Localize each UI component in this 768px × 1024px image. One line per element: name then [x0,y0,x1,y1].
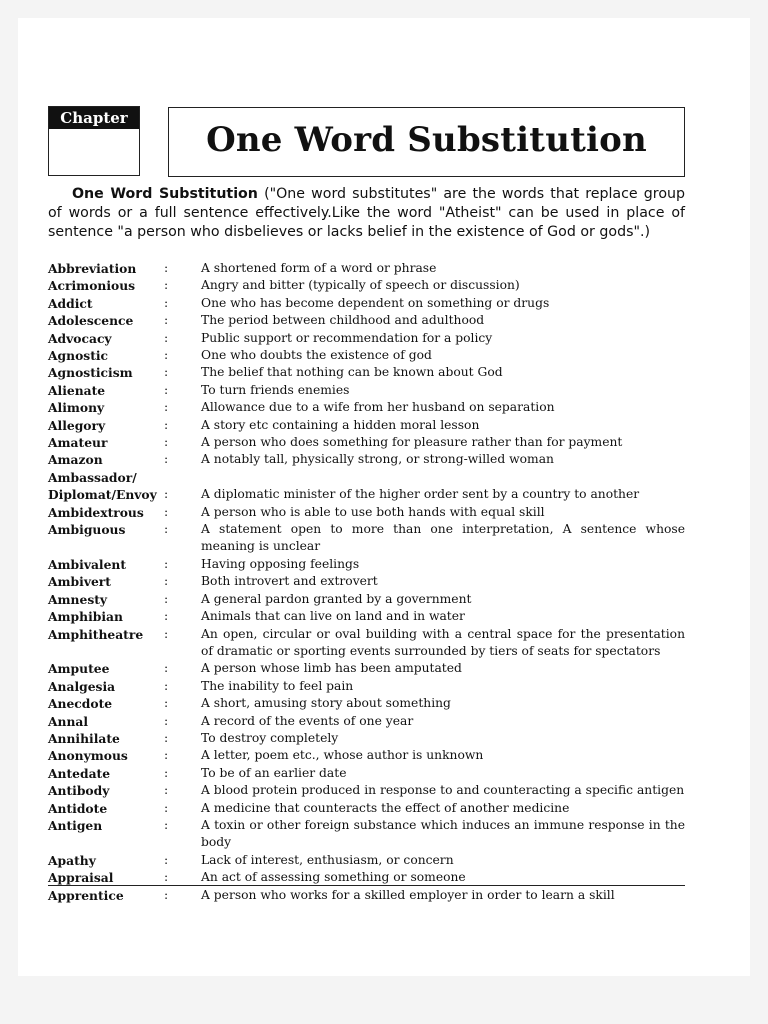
definition: To destroy completely [201,730,339,745]
definition-row [48,434,685,451]
chapter-label: Chapter [49,107,139,129]
term: Agnosticism [48,365,133,381]
separator-colon: : [164,452,169,467]
definition: A diplomatic minister of the higher order sent by a country to another [201,487,640,502]
definition-row [48,295,685,312]
definition: The belief that nothing can be known about God [201,365,503,380]
separator-colon: : [164,504,169,519]
definition: An act of assessing something or someone [201,870,466,885]
term: Acrimonious [48,278,136,294]
definition-row [48,260,685,277]
term: Adolescence [48,313,134,329]
definition: A short, amusing story about something [201,696,451,711]
definition: To be of an earlier date [201,765,347,780]
term: Ambivalent [48,556,127,572]
separator-colon: : [164,295,169,310]
separator-colon: : [164,487,169,502]
term: Analgesia [48,678,116,694]
definition-row [48,556,685,573]
definition: One who doubts the existence of god [201,348,432,363]
separator-colon: : [164,713,169,728]
definition-row [48,608,685,625]
definition: The inability to feel pain [201,678,354,693]
term: Alimony [48,400,105,416]
term: Ambiguous [48,522,126,538]
definition-row [48,417,685,434]
definition-row [48,591,685,608]
definition-list [48,260,685,904]
definition-row [48,504,685,521]
separator-colon: : [164,870,169,885]
definition: A blood protein produced in response to and counteracting a specific antigen [201,783,685,798]
term: Addict [48,295,93,311]
separator-colon: : [164,852,169,867]
page-title: One Word Substitution [206,120,647,160]
definition-row [48,312,685,329]
separator-colon: : [164,609,169,624]
separator-colon: : [164,365,169,380]
intro-paragraph [48,185,685,242]
separator-colon: : [164,696,169,711]
definition-row [48,364,685,381]
definition: Animals that can live on land and in water [201,609,465,624]
term: Antedate [48,765,111,781]
definition-row [48,330,685,347]
term: Appraisal [48,870,114,886]
separator-colon: : [164,626,169,641]
definition: An open, circular or oval building with a central space for the presentation of dramatic or sporting events surrounded by tiers of seats for spectators [201,626,685,658]
separator-colon: : [164,313,169,328]
definition-row [48,817,685,852]
separator-colon: : [164,661,169,676]
term: Amputee [48,661,110,677]
term: Agnostic [48,348,109,364]
term: Ambassador/ Diplomat/Envoy [48,469,157,503]
definition: A person who works for a skilled employer in order to learn a skill [201,887,615,902]
definition-row [48,765,685,782]
term: Amazon [48,452,103,468]
term: Antibody [48,783,110,799]
definition-row [48,887,685,904]
bottom-rule [48,885,685,886]
definition: A person who does something for pleasure rather than for payment [201,435,623,450]
definition-row [48,782,685,799]
definition-row [48,521,685,556]
term: Anecdote [48,696,113,712]
separator-colon: : [164,574,169,589]
term: Ambidextrous [48,504,144,520]
definition: A notably tall, physically strong, or strong-willed woman [201,452,554,467]
term: Advocacy [48,330,112,346]
definition: Angry and bitter (typically of speech or discussion) [201,278,520,293]
definition-row [48,451,685,468]
term: Amphibian [48,609,123,625]
definition: A statement open to more than one interpretation, A sentence whose meaning is unclear [201,522,685,554]
separator-colon: : [164,330,169,345]
separator-colon: : [164,278,169,293]
definition-row [48,713,685,730]
definition-row [48,747,685,764]
term: Apprentice [48,887,124,903]
term: Allegory [48,417,106,433]
term: Apathy [48,852,96,868]
separator-colon: : [164,678,169,693]
definition-row [48,800,685,817]
definition: One who has become dependent on something or drugs [201,295,550,310]
title-box [168,107,685,177]
definition-row [48,869,685,886]
separator-colon: : [164,556,169,571]
term: Anonymous [48,748,128,764]
definition: A toxin or other foreign substance which induces an immune response in the body [201,817,685,850]
term: Annal [48,713,89,729]
term: Ambivert [48,574,111,590]
definition: A letter, poem etc., whose author is unknown [201,748,484,763]
definition: Having opposing feelings [201,556,360,571]
definition-row [48,678,685,695]
definition-row [48,660,685,677]
separator-colon: : [164,800,169,815]
term: Annihilate [48,730,120,746]
term: Abbreviation [48,261,137,276]
definition-row [48,382,685,399]
intro-text: ("One word substitutes" are the words that replace group of words or a full sentence effectively.Like the word "Atheist" can be used in place of sentence "a person who disbelieves or lacks belief in the existence of God or gods".) [48,186,685,240]
definition: A person who is able to use both hands with equal skill [201,504,545,519]
separator-colon: : [164,748,169,763]
separator-colon: : [164,261,169,275]
definition-row [48,469,685,504]
separator-colon: : [164,817,169,832]
definition-row [48,399,685,416]
definition-row [48,695,685,712]
separator-colon: : [164,887,169,902]
definition-row [48,626,685,661]
definition: To turn friends enemies [201,382,350,397]
definition: A medicine that counteracts the effect of another medicine [201,800,570,815]
definition-row [48,573,685,590]
separator-colon: : [164,348,169,363]
term: Amnesty [48,591,108,607]
definition: A person whose limb has been amputated [201,661,462,676]
separator-colon: : [164,765,169,780]
separator-colon: : [164,783,169,798]
definition: A shortened form of a word or phrase [201,261,437,275]
definition: A general pardon granted by a government [201,591,472,606]
term-continuation: Diplomat/Envoy [48,487,157,503]
definition: A record of the events of one year [201,713,414,728]
term: Amphitheatre [48,626,144,642]
separator-colon: : [164,435,169,450]
definition: Lack of interest, enthusiasm, or concern [201,852,454,867]
term: Antigen [48,817,103,833]
separator-colon: : [164,522,169,537]
definition: Allowance due to a wife from her husband on separation [201,400,555,415]
chapter-box [48,106,140,176]
definition: Public support or recommendation for a policy [201,330,493,345]
term: Alienate [48,382,106,398]
separator-colon: : [164,591,169,606]
separator-colon: : [164,382,169,397]
definition-row [48,347,685,364]
separator-colon: : [164,400,169,415]
definition: Both introvert and extrovert [201,574,378,589]
term: Amateur [48,435,108,451]
definition: The period between childhood and adulthood [201,313,485,328]
separator-colon: : [164,730,169,745]
term: Antidote [48,800,108,816]
definition: A story etc containing a hidden moral lesson [201,417,480,432]
definition-row [48,277,685,294]
definition-row [48,852,685,869]
definition-row [48,730,685,747]
intro-bold-lead: One Word Substitution [72,186,258,202]
separator-colon: : [164,417,169,432]
